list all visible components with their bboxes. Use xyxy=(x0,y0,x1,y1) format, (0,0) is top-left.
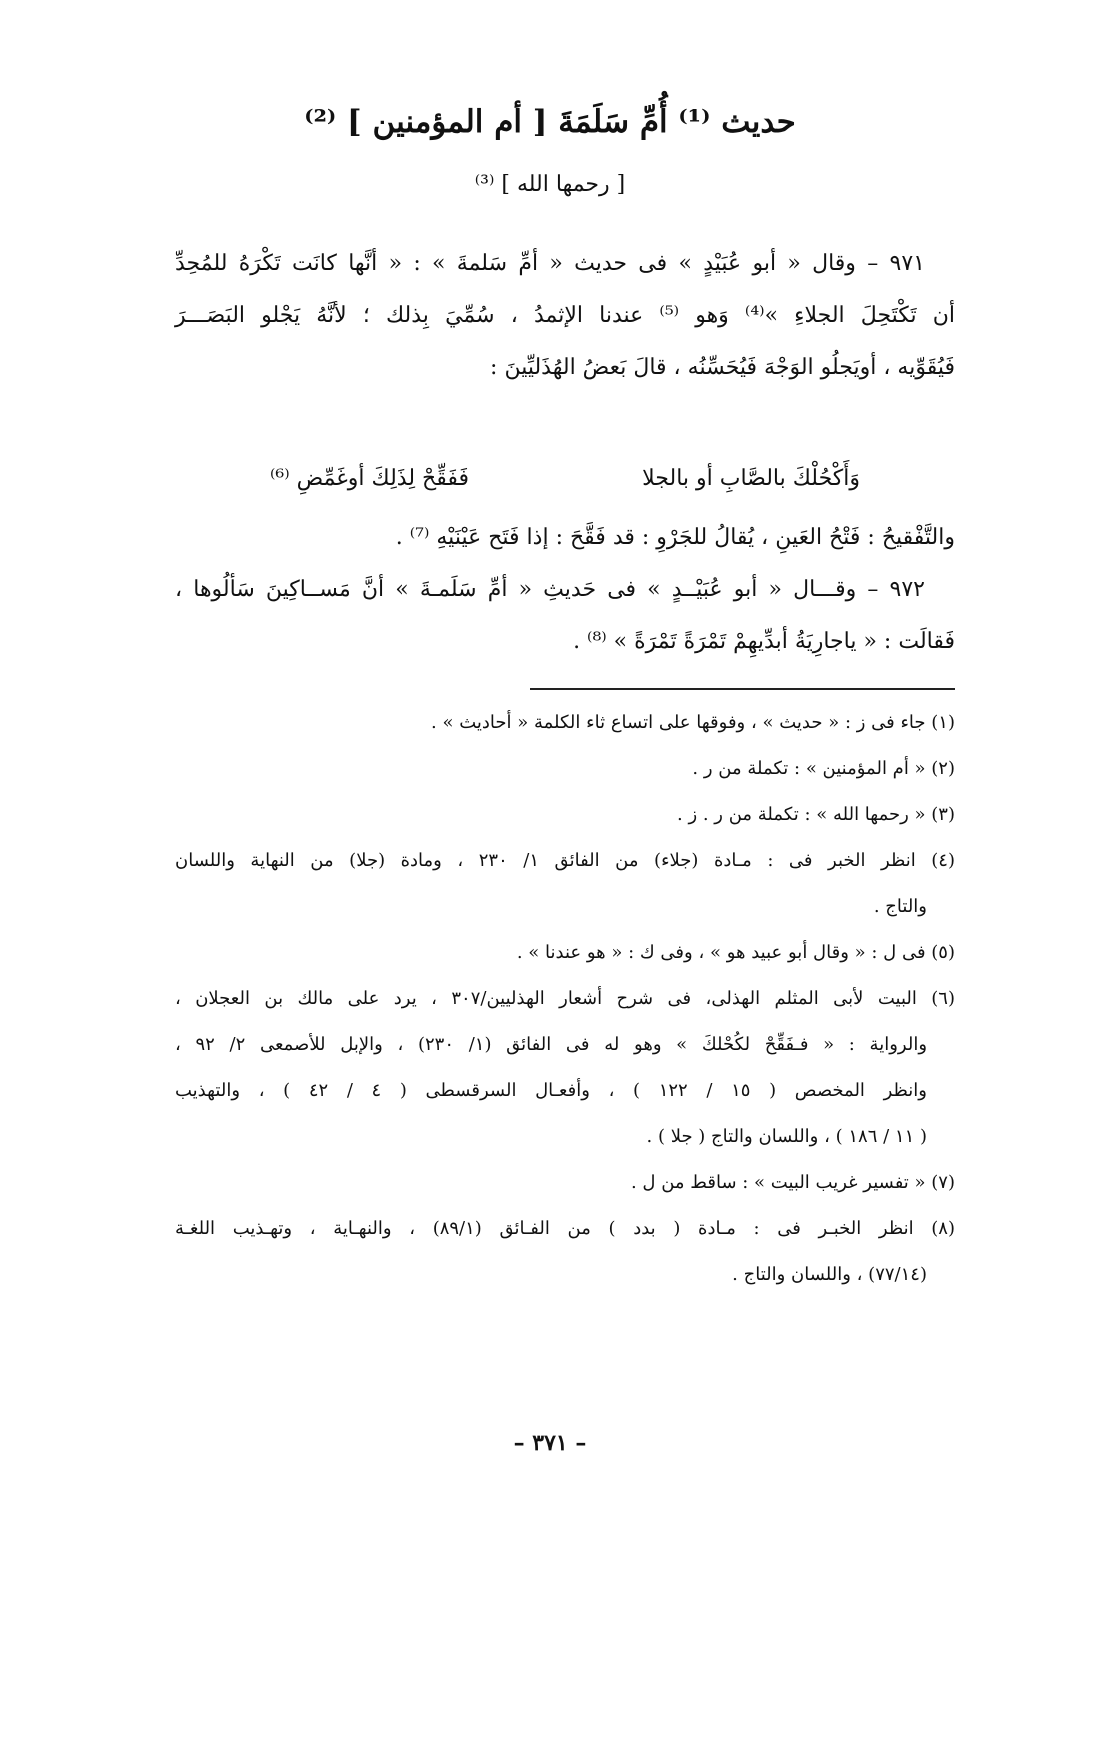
verse-hemistich-first: وَأَكْحُلْكَ بالصَّابِ أو بالجلا xyxy=(642,466,860,491)
footnote-6: (٦) البيت لأبى المثلم الهذلى، فى شرح أشعار الهذليين/٣٠٧ ، يرد على مالك بن العجلان ، xyxy=(175,988,955,1009)
footnote-5: (٥) فى ل : « وقال أبو عبيد هو » ، وفى ك : « هو عندنا » . xyxy=(516,942,955,963)
main-text-block-continued xyxy=(175,512,955,668)
footnote-4-continued: والتاج . xyxy=(873,896,927,917)
footnote-6-continued: ( ١١ / ١٨٦ ) ، واللسان والتاج ( جلا ) . xyxy=(646,1126,927,1147)
verse-hemistich-second: فَفَقِّحْ لِذَلِكَ أوغَمِّضِ ⁽⁶⁾ xyxy=(270,466,469,491)
chapter-subtitle: [ رحمها الله ] ⁽³⁾ xyxy=(474,172,626,197)
footnote-4: (٤) انظر الخبر فى : مـادة (جلاء) من الفائق ١/ ٢٣٠ ، ومادة (جلا) من النهاية واللسان xyxy=(175,850,955,871)
footnote-8: (٨) انظر الخبـر فى : مـادة ( بدد ) من الفـائق (٨٩/١) ، والنهـاية ، وتهـذيب اللغـة xyxy=(175,1218,955,1239)
text-line: ٩٧١ – وقال « أبو عُبَيْدٍ » فى حديث « أمِّ سَلمةَ » : « أنَّها كانَت تَكْرَهُ للمُحِدِّ xyxy=(175,251,925,276)
footnotes-block xyxy=(175,700,955,1298)
footnote-divider xyxy=(530,688,955,690)
chapter-title: حديث ⁽¹⁾ أُمِّ سَلَمَةَ [ أم المؤمنين ] ⁽²⁾ xyxy=(304,104,796,140)
main-text-block xyxy=(175,238,955,394)
footnote-3: (٣) « رحمها الله » : تكملة من ر . ز . xyxy=(677,804,955,825)
text-line: ٩٧٢ – وقـــال « أبو عُبَيْــدٍ » فى حَديثِ « أمِّ سَلَمـةَ » أنَّ مَســاكِينَ سَألُوها ، xyxy=(175,577,925,602)
poetry-verse xyxy=(270,454,860,504)
text-line: والتَّفْقيحُ : فَتْحُ العَينِ ، يُقالُ للجَرْوِ : قد فَقَّحَ : إذا فَتَح عَيْنَيْهِ ⁽⁷⁾ . xyxy=(395,525,955,550)
text-line: فَيُقَوِّيه ، أويَجلُو الوَجْهَ فَيُحَسِّنُه ، قالَ بَعضُ الهُذَليِّينَ : xyxy=(490,355,955,380)
footnote-8-continued: (٧٧/١٤) ، واللسان والتاج . xyxy=(732,1264,927,1285)
footnote-2: (٢) « أم المؤمنين » : تكملة من ر . xyxy=(692,758,955,779)
footnote-6-continued: وانظر المخصص ( ١٥ / ١٢٢ ) ، وأفعـال السرقسطى ( ٤ / ٤٢ ) ، والتهذيب xyxy=(175,1080,927,1101)
footnote-1: (١) جاء فى ز : « حديث » ، وفوقها على اتساع ثاء الكلمة « أحاديث » . xyxy=(431,712,955,733)
page-number: – ٣٧١ – xyxy=(513,1430,587,1456)
text-line: أن تَكْتَحِلَ الجلاءِ »⁽⁴⁾ وَهو ⁽⁵⁾ عندنا الإثمدُ ، سُمِّيَ بِذلك ؛ لأنَّهُ يَجْلو البَصَـــرَ xyxy=(175,303,955,328)
footnote-6-continued: والرواية : « فـفَقِّحْ لكُحْلكَ » وهو له فى الفائق (١/ ٢٣٠) ، والإبل للأصمعى ٢/ ٩٢ ، xyxy=(175,1034,928,1055)
footnote-7: (٧) « تفسير غريب البيت » : ساقط من ل . xyxy=(630,1172,955,1193)
text-line: فَقالَت : « ياجارِيَةُ أبدِّيهِمْ تَمْرَةً تَمْرَةً » ⁽⁸⁾ . xyxy=(573,629,955,654)
